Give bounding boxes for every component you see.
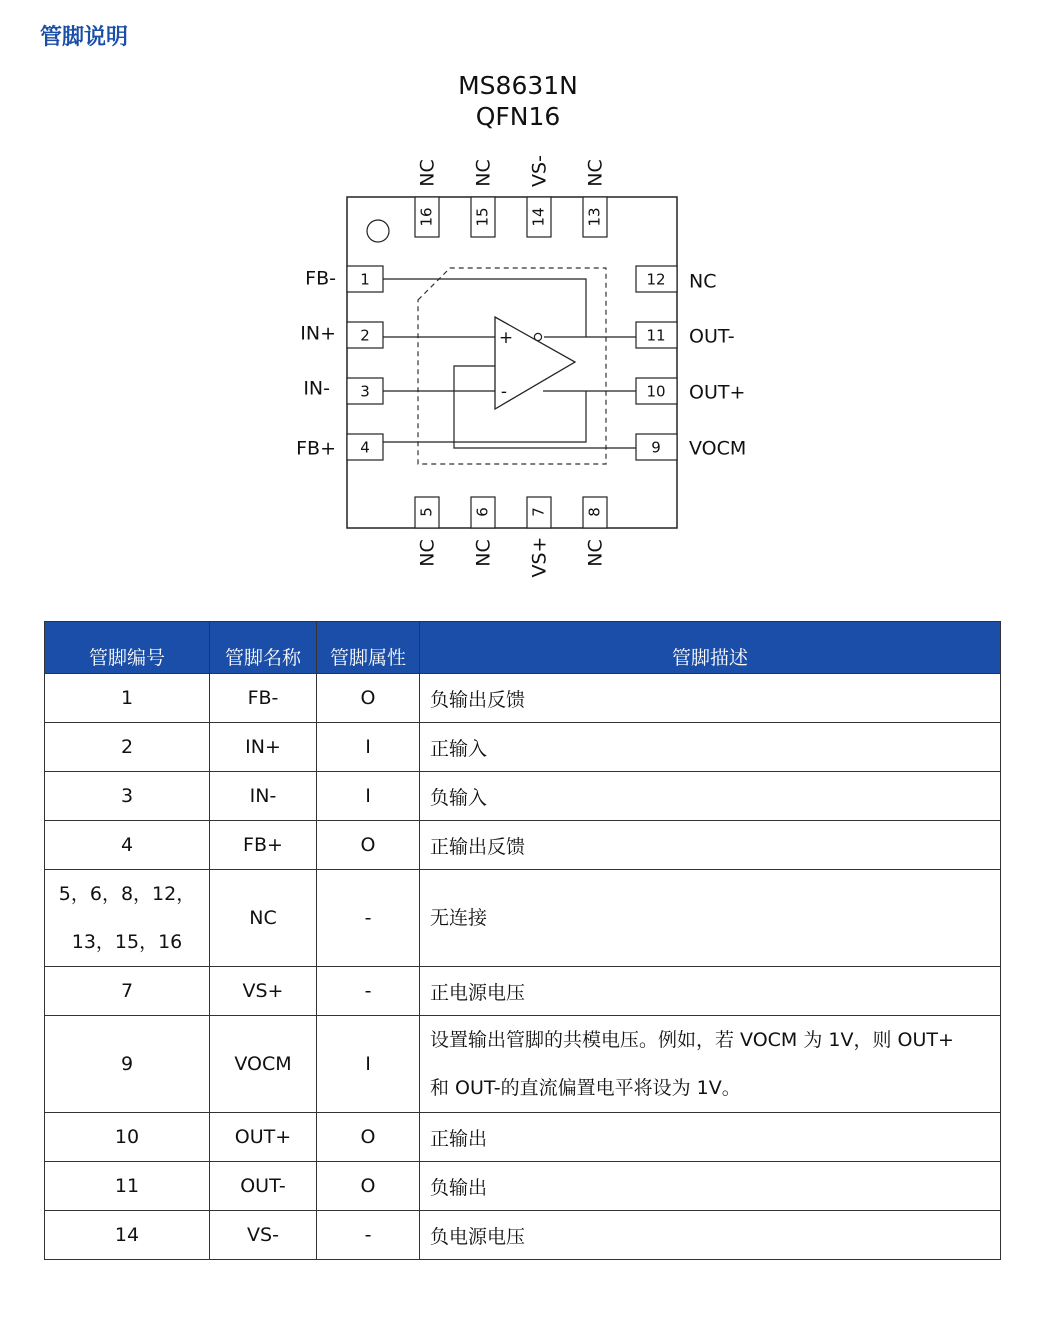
bottom-pin-6 xyxy=(471,497,495,567)
pin-name-cell: OUT+ xyxy=(210,1113,317,1162)
pin-name-cell: IN- xyxy=(210,772,317,821)
top-pin-15 xyxy=(471,159,495,237)
pin-number-line: 13，15，16 xyxy=(71,931,183,953)
pin-number: 1 xyxy=(360,270,370,289)
pin-label: NC xyxy=(584,539,607,567)
pin-number: 4 xyxy=(360,438,370,457)
pin-attr-cell: - xyxy=(317,967,420,1016)
pin-desc-cell xyxy=(420,1016,1001,1113)
pin-number-cell xyxy=(45,870,210,967)
pin-desc-cell: 负输出 xyxy=(420,1162,1001,1211)
pin1-indicator xyxy=(367,220,389,242)
table-row xyxy=(45,674,1001,723)
table-row xyxy=(45,821,1001,870)
pin-number: 14 xyxy=(529,207,548,227)
bottom-pin-7 xyxy=(527,497,551,577)
pin-label: VS+ xyxy=(528,536,551,578)
pin-number-cell: 11 xyxy=(45,1162,210,1211)
left-pin-2 xyxy=(300,322,383,348)
pin-desc-cell: 负输入 xyxy=(420,772,1001,821)
pin-desc-line: 和 OUT-的直流偏置电平将设为 1V。 xyxy=(430,1077,741,1099)
pin-label: OUT+ xyxy=(689,381,746,404)
right-pin-11 xyxy=(636,322,735,348)
right-pin-12 xyxy=(636,266,716,293)
top-pin-13 xyxy=(583,159,607,237)
pin-label: VS- xyxy=(528,155,551,187)
pin-label: IN- xyxy=(303,377,330,400)
pin-desc-cell: 无连接 xyxy=(420,870,1001,967)
pin-number-cell: 14 xyxy=(45,1211,210,1260)
pin-label: NC xyxy=(416,159,439,187)
pin-name-cell: VS- xyxy=(210,1211,317,1260)
table-row xyxy=(45,967,1001,1016)
top-pin-16 xyxy=(415,159,439,237)
header-pin-name: 管脚名称 xyxy=(210,622,317,674)
op-amp-plus: + xyxy=(498,328,514,348)
pin-number: 10 xyxy=(646,382,666,401)
pin-attr-cell: O xyxy=(317,821,420,870)
pin-attr-cell: I xyxy=(317,1016,420,1113)
left-pin-3 xyxy=(303,378,383,405)
pin-attr-cell: O xyxy=(317,1162,420,1211)
pin-number: 13 xyxy=(585,207,604,227)
pin-number: 5 xyxy=(417,507,436,517)
pin-number: 11 xyxy=(646,326,666,345)
pinout-diagram xyxy=(0,0,1044,600)
pin-attr-cell: O xyxy=(317,1113,420,1162)
pin-desc-cell: 正输出 xyxy=(420,1113,1001,1162)
pin-number-cell: 1 xyxy=(45,674,210,723)
table-row xyxy=(45,1162,1001,1211)
table-row xyxy=(45,723,1001,772)
bottom-pin-5 xyxy=(415,497,439,567)
left-pin-4 xyxy=(296,434,383,460)
pin-attr-cell: I xyxy=(317,772,420,821)
right-pin-9 xyxy=(636,434,746,460)
pin-desc-cell: 正输入 xyxy=(420,723,1001,772)
pin-label: NC xyxy=(584,159,607,187)
pin-number: 15 xyxy=(473,207,492,227)
part-number: MS8631N xyxy=(458,71,578,100)
pin-number-cell: 7 xyxy=(45,967,210,1016)
pin-desc-cell: 负输出反馈 xyxy=(420,674,1001,723)
pin-label: FB- xyxy=(305,267,336,290)
pin-label: IN+ xyxy=(300,322,336,345)
pin-name-cell: NC xyxy=(210,870,317,967)
pin-name-cell: FB+ xyxy=(210,821,317,870)
pin-description-table xyxy=(44,621,1001,1260)
table-row xyxy=(45,772,1001,821)
right-pin-10 xyxy=(636,378,745,404)
pin-label: NC xyxy=(416,539,439,567)
table-row xyxy=(45,870,1001,967)
pin-label: VOCM xyxy=(689,437,747,460)
pin-number-cell: 3 xyxy=(45,772,210,821)
pin-attr-cell: O xyxy=(317,674,420,723)
pin-label: NC xyxy=(472,159,495,187)
pin-attr-cell: I xyxy=(317,723,420,772)
header-pin-description: 管脚描述 xyxy=(420,622,1001,674)
header-pin-attribute: 管脚属性 xyxy=(317,622,420,674)
table-header-row xyxy=(45,622,1001,674)
op-amp-minus: - xyxy=(500,382,508,402)
inverting-output-bubble xyxy=(534,333,541,340)
pin-label: OUT- xyxy=(689,325,735,348)
pin-desc-cell: 正输出反馈 xyxy=(420,821,1001,870)
pin-desc-cell: 负电源电压 xyxy=(420,1211,1001,1260)
package-type: QFN16 xyxy=(475,102,561,131)
table-row xyxy=(45,1016,1001,1113)
pin-name-cell: FB- xyxy=(210,674,317,723)
pin-number: 16 xyxy=(417,207,436,227)
top-pin-14 xyxy=(527,155,551,237)
pin-number: 12 xyxy=(646,270,666,289)
pin-number-cell: 2 xyxy=(45,723,210,772)
bottom-pin-8 xyxy=(583,497,607,567)
pin-number: 6 xyxy=(473,507,492,517)
pin-label: FB+ xyxy=(296,437,336,460)
pin-number-cell: 4 xyxy=(45,821,210,870)
pin-number-cell: 9 xyxy=(45,1016,210,1113)
pin-label: NC xyxy=(689,270,717,293)
pin-name-cell: VS+ xyxy=(210,967,317,1016)
pin-number: 8 xyxy=(585,507,604,517)
section-title: 管脚说明 xyxy=(40,25,129,50)
pin-desc-line: 设置输出管脚的共模电压。例如，若 VOCM 为 1V，则 OUT+ xyxy=(430,1029,954,1051)
pin-number-line: 5，6，8，12， xyxy=(58,883,196,905)
pin-number: 2 xyxy=(360,326,370,345)
left-pin-1 xyxy=(305,266,383,292)
pin-number: 7 xyxy=(529,507,548,517)
pin-attr-cell: - xyxy=(317,1211,420,1260)
table-row xyxy=(45,1113,1001,1162)
pin-label: NC xyxy=(472,539,495,567)
pin-name-cell: VOCM xyxy=(210,1016,317,1113)
pin-name-cell: OUT- xyxy=(210,1162,317,1211)
pin-number-cell: 10 xyxy=(45,1113,210,1162)
table-row xyxy=(45,1211,1001,1260)
pin-name-cell: IN+ xyxy=(210,723,317,772)
pin-attr-cell: - xyxy=(317,870,420,967)
pin-desc-cell: 正电源电压 xyxy=(420,967,1001,1016)
pin-number: 9 xyxy=(651,438,661,457)
header-pin-number: 管脚编号 xyxy=(45,622,210,674)
pin-number: 3 xyxy=(360,382,370,401)
